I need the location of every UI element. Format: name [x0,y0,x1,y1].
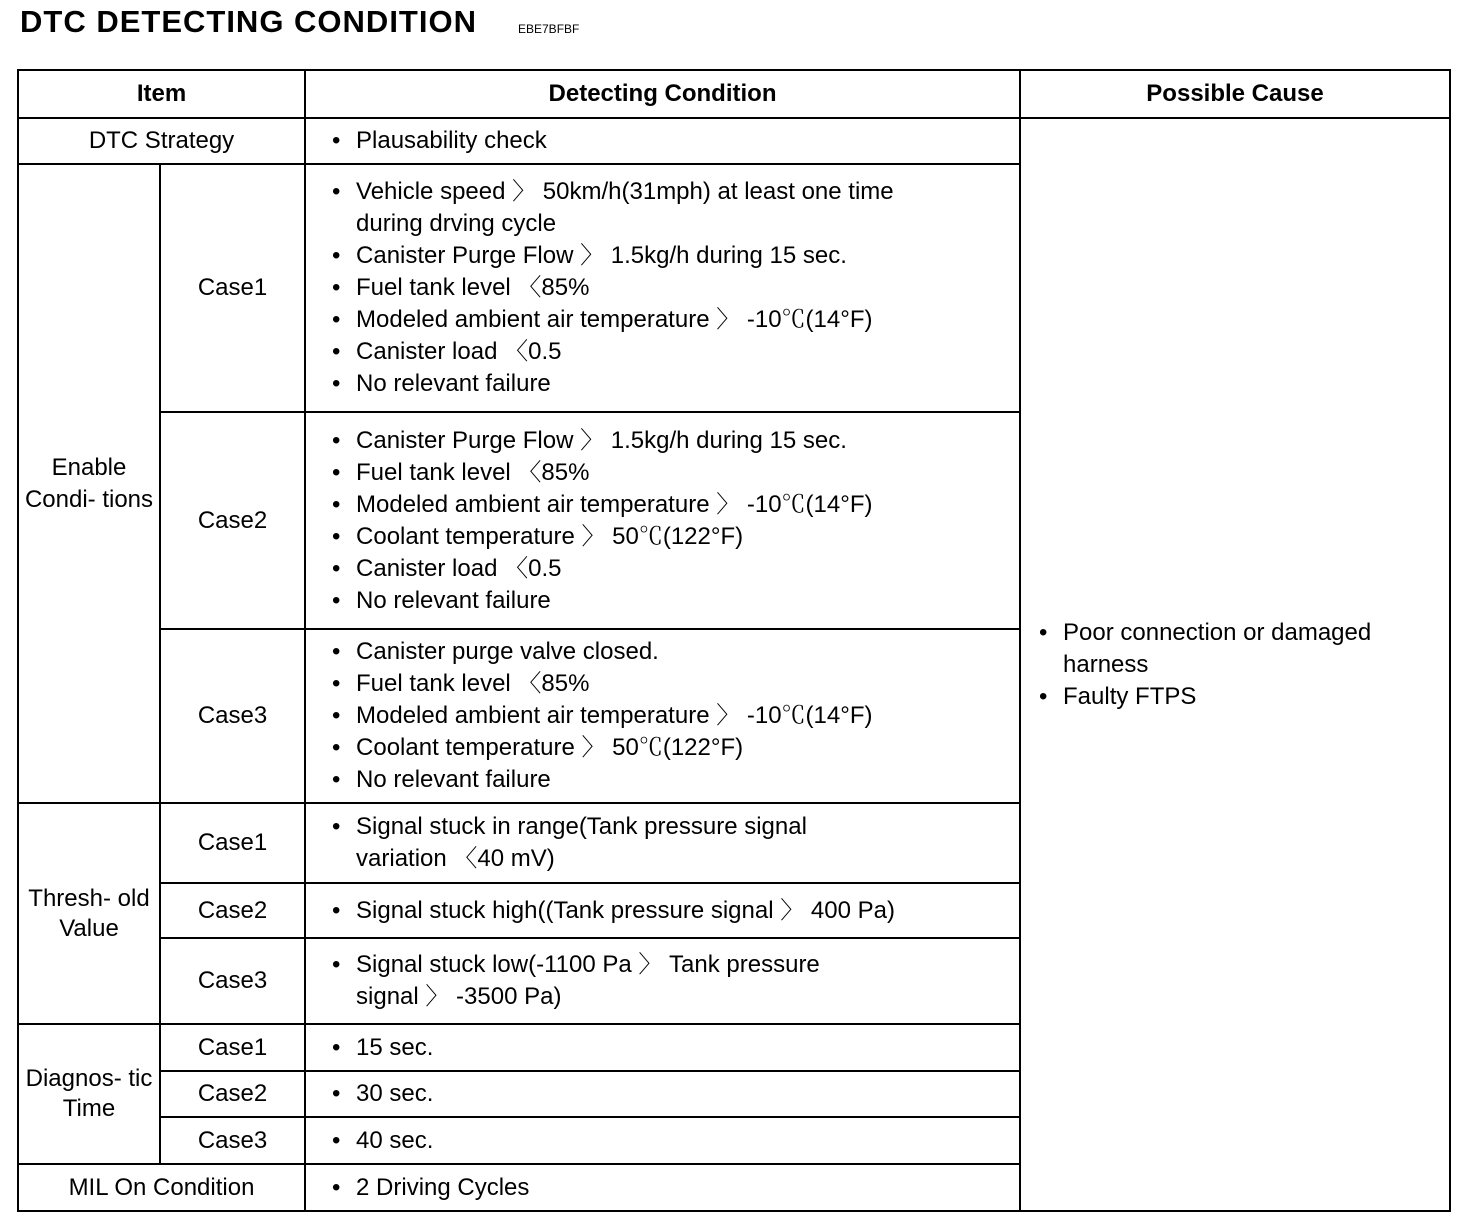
dtc-condition-table [17,69,1451,1212]
header-condition: Detecting Condition [305,70,1020,118]
condition-cell [305,803,1020,883]
row-label: DTC Strategy [18,118,305,164]
bullet-item: • Fuel tank level 〈85% [328,272,928,304]
bullet-item: • Fuel tank level 〈85% [328,457,1019,489]
condition-cell [305,1071,1020,1117]
table-header [18,70,1450,118]
condition-cell [305,629,1020,803]
bullet-item: • Coolant temperature 〉 50℃(122°F) [328,732,1019,764]
group-label: Enable Condi- tions [18,164,160,803]
bullet-item: • Canister purge valve closed. [328,636,1019,668]
bullet-item: • Modeled ambient air temperature 〉 -10℃(14°F) [328,700,1019,732]
condition-cell [305,1164,1020,1211]
condition-cell [305,1117,1020,1164]
case-label: Case2 [160,883,305,938]
bullet-item: • Signal stuck high((Tank pressure signal 〉 400 Pa) [328,895,1019,927]
bullet-item: • 15 sec. [328,1032,1019,1064]
condition-cell [305,164,1020,412]
case-label: Case3 [160,938,305,1024]
condition-cell [305,118,1020,164]
header-item: Item [18,70,305,118]
table-row [18,118,1450,164]
case-label: Case2 [160,412,305,629]
page-title: DTC DETECTING CONDITION [20,4,477,39]
row-label: MIL On Condition [18,1164,305,1211]
case-label: Case1 [160,1024,305,1071]
bullet-item: • Poor connection or damaged harness [1035,617,1415,681]
bullet-item: • Canister load 〈0.5 [328,336,928,368]
case-label: Case1 [160,164,305,412]
bullet-item: • 30 sec. [328,1078,1019,1110]
bullet-item: • Fuel tank level 〈85% [328,668,1019,700]
bullet-item: • Canister Purge Flow 〉 1.5kg/h during 15 sec. [328,425,1019,457]
bullet-item: • No relevant failure [328,585,1019,617]
bullet-item: • 2 Driving Cycles [328,1172,1019,1204]
bullet-item: • Modeled ambient air temperature 〉 -10℃(14°F) [328,489,1019,521]
case-label: Case3 [160,629,305,803]
bullet-item: • Canister Purge Flow 〉 1.5kg/h during 15 sec. [328,240,928,272]
condition-cell [305,883,1020,938]
case-label: Case2 [160,1071,305,1117]
bullet-item: • Signal stuck in range(Tank pressure signal variation 〈40 mV) [328,811,888,875]
bullet-item: • Faulty FTPS [1035,681,1415,713]
condition-cell [305,1024,1020,1071]
bullet-item: • No relevant failure [328,764,1019,796]
condition-cell [305,412,1020,629]
bullet-item: • No relevant failure [328,368,928,400]
condition-cell [305,938,1020,1024]
group-label: Diagnos- tic Time [18,1024,160,1164]
document-code: EBE7BFBF [518,22,580,36]
bullet-item: • Modeled ambient air temperature 〉 -10℃(14°F) [328,304,928,336]
bullet-item: • Coolant temperature 〉 50℃(122°F) [328,521,1019,553]
bullet-item: • Vehicle speed 〉 50km/h(31mph) at least one time during drving cycle [328,176,928,240]
case-label: Case1 [160,803,305,883]
possible-cause-cell [1020,118,1450,1211]
case-label: Case3 [160,1117,305,1164]
header-cause: Possible Cause [1020,70,1450,118]
bullet-item: • 40 sec. [328,1125,1019,1157]
group-label: Thresh- old Value [18,803,160,1024]
bullet-item: • Signal stuck low(-1100 Pa 〉 Tank pressure signal 〉 -3500 Pa) [328,949,888,1013]
bullet-item: • Canister load 〈0.5 [328,553,1019,585]
bullet-item: • Plausability check [328,125,1019,157]
